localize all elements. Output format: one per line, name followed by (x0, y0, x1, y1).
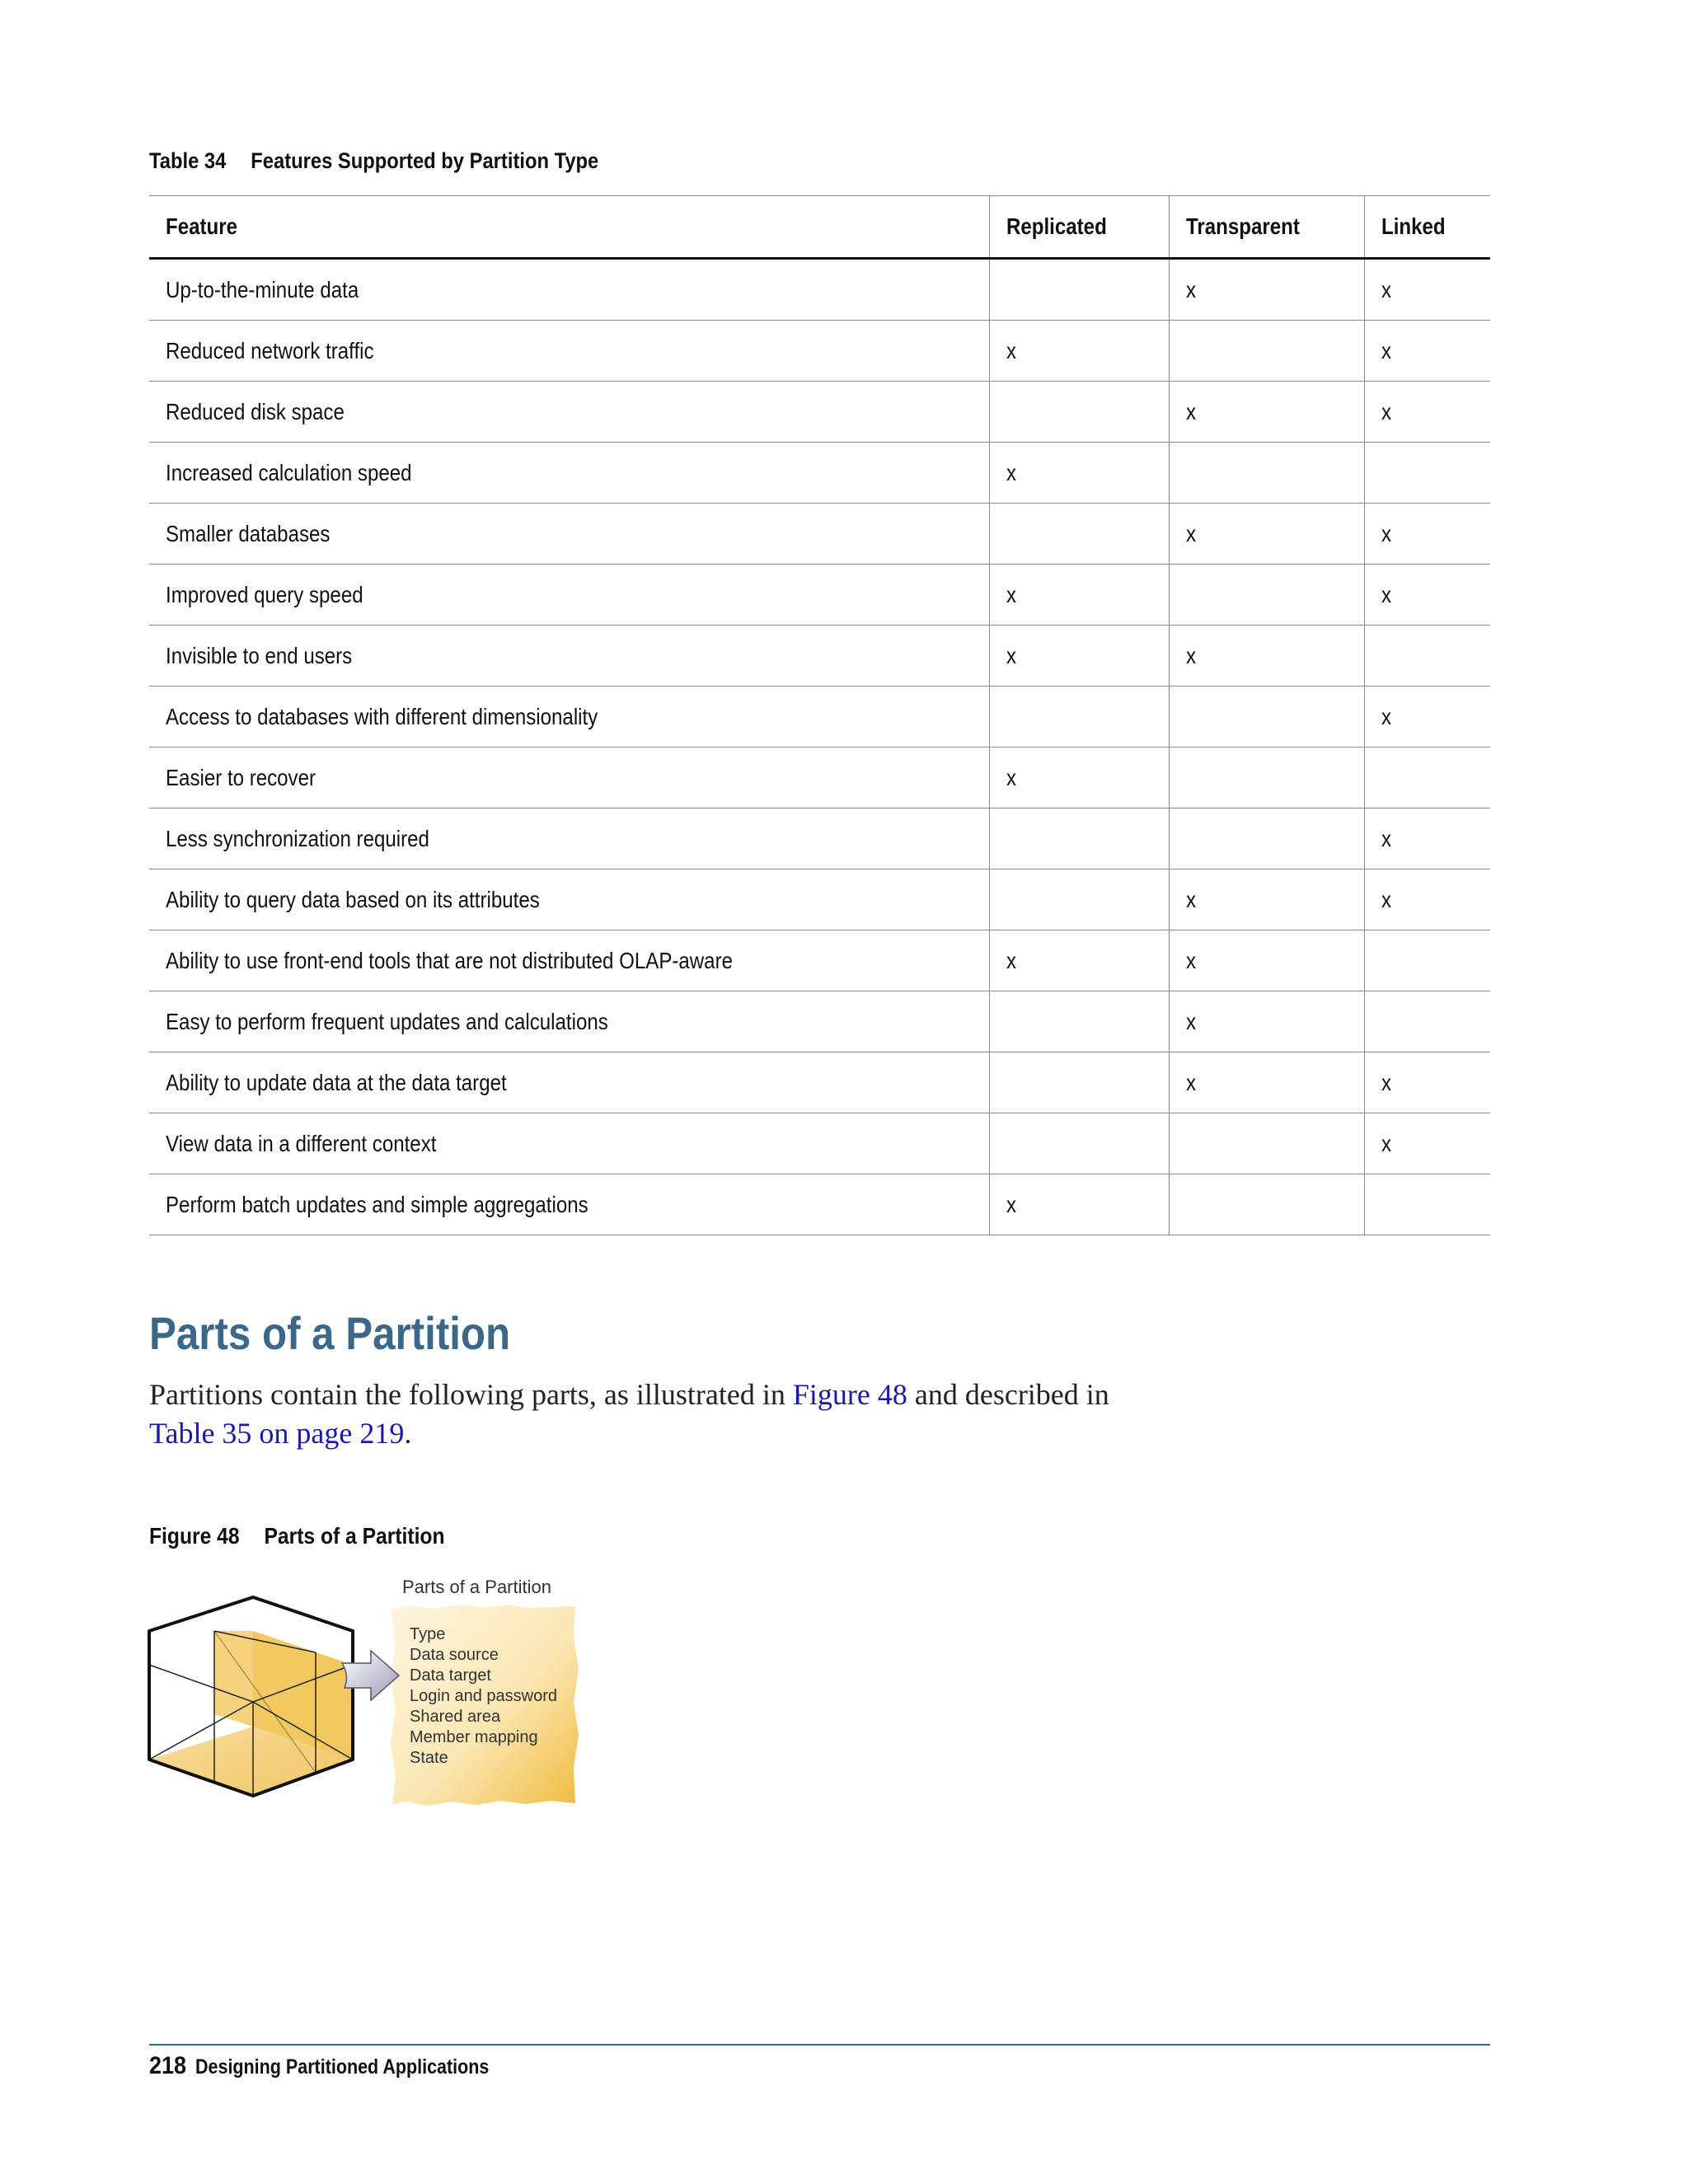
table-caption-label: Table 34 (149, 148, 227, 173)
table-35-link-text[interactable]: Table 35 on page 219 (149, 1417, 405, 1450)
header-transparent: Transparent (1169, 196, 1364, 259)
header-feature: Feature (149, 196, 989, 259)
table-row (149, 504, 1490, 565)
figure-caption-label: Figure 48 (149, 1523, 240, 1549)
cell-linked (1364, 443, 1490, 504)
cell-feature: Ability to update data at the data target (149, 1052, 989, 1113)
cell-feature: Perform batch updates and simple aggregations (149, 1174, 989, 1235)
cell-transparent: x (1169, 259, 1364, 321)
cell-transparent: x (1169, 504, 1364, 565)
cell-feature: Smaller databases (149, 504, 989, 565)
cell-transparent: x (1169, 869, 1364, 930)
cell-linked: x (1364, 321, 1490, 382)
cell-replicated (989, 504, 1169, 565)
cell-replicated (989, 259, 1169, 321)
cell-linked (1364, 930, 1490, 991)
cell-feature: View data in a different context (149, 1113, 989, 1174)
cell-linked: x (1364, 565, 1490, 626)
cell-transparent (1169, 687, 1364, 748)
cell-replicated (989, 382, 1169, 443)
parts-list-item: Login and password (410, 1687, 558, 1705)
cell-replicated: x (989, 1174, 1169, 1235)
table-35-link[interactable] (149, 1417, 404, 1450)
table-row (149, 748, 1490, 808)
table-body (149, 259, 1490, 1235)
figure-caption (149, 1523, 445, 1549)
cell-replicated (989, 1052, 1169, 1113)
cell-transparent (1169, 808, 1364, 869)
cell-feature: Less synchronization required (149, 808, 989, 869)
cell-linked (1364, 626, 1490, 687)
parts-list (410, 1624, 557, 1769)
table-row (149, 259, 1490, 321)
table-row (149, 565, 1490, 626)
cell-feature: Easy to perform frequent updates and calculations (149, 991, 989, 1052)
cell-transparent (1169, 1174, 1364, 1235)
cell-replicated: x (989, 626, 1169, 687)
cell-replicated (989, 1113, 1169, 1174)
cell-linked: x (1364, 382, 1490, 443)
cell-feature: Ability to query data based on its attributes (149, 869, 989, 930)
parts-list-item: Data source (410, 1646, 499, 1664)
footer-rule (149, 2044, 1490, 2046)
cell-replicated: x (989, 930, 1169, 991)
table-row (149, 687, 1490, 748)
table-row (149, 1052, 1490, 1113)
cell-transparent (1169, 748, 1364, 808)
header-replicated: Replicated (989, 196, 1169, 259)
cell-linked: x (1364, 259, 1490, 321)
table-row (149, 930, 1490, 991)
cell-linked: x (1364, 687, 1490, 748)
table-caption (149, 148, 598, 174)
table-header-row (149, 196, 1490, 259)
parts-list-item: Data target (410, 1666, 491, 1685)
table-row (149, 382, 1490, 443)
figure-caption-title: Parts of a Partition (264, 1523, 445, 1549)
table-row (149, 1174, 1490, 1235)
cell-linked (1364, 1174, 1490, 1235)
cell-replicated (989, 991, 1169, 1052)
cell-replicated (989, 869, 1169, 930)
cell-feature: Ability to use front-end tools that are not distributed OLAP-aware (149, 930, 989, 991)
table-row (149, 991, 1490, 1052)
cell-replicated (989, 687, 1169, 748)
table-row (149, 869, 1490, 930)
cell-feature: Invisible to end users (149, 626, 989, 687)
cell-transparent (1169, 1113, 1364, 1174)
table-row (149, 443, 1490, 504)
cell-transparent (1169, 321, 1364, 382)
cell-feature: Access to databases with different dimensionality (149, 687, 989, 748)
table-row (149, 626, 1490, 687)
cell-replicated: x (989, 748, 1169, 808)
figure-48-link[interactable]: Figure 48 (792, 1378, 907, 1411)
cell-transparent: x (1169, 930, 1364, 991)
cell-feature: Reduced network traffic (149, 321, 989, 382)
cell-transparent (1169, 565, 1364, 626)
parts-list-item: Member mapping (410, 1728, 538, 1746)
cell-feature: Easier to recover (149, 748, 989, 808)
body-text-mid: and described in (907, 1378, 1109, 1411)
diagram-title: Parts of a Partition (402, 1577, 551, 1597)
section-body-paragraph (149, 1376, 1386, 1453)
cell-transparent: x (1169, 991, 1364, 1052)
cell-linked: x (1364, 504, 1490, 565)
body-text-pre: Partitions contain the following parts, as illustrated in (149, 1378, 793, 1411)
parts-list-item: Shared area (410, 1708, 501, 1726)
chapter-title: Designing Partitioned Applications (195, 2055, 490, 2079)
parts-list-item: Type (410, 1625, 446, 1643)
features-table-container (149, 195, 1490, 1235)
table-row (149, 808, 1490, 869)
table-row (149, 1113, 1490, 1174)
cell-replicated: x (989, 443, 1169, 504)
cube-icon (149, 1597, 353, 1796)
cell-linked (1364, 748, 1490, 808)
cell-feature: Reduced disk space (149, 382, 989, 443)
cell-feature: Increased calculation speed (149, 443, 989, 504)
cell-linked: x (1364, 1113, 1490, 1174)
page-footer (149, 2052, 537, 2080)
cell-linked: x (1364, 808, 1490, 869)
cell-feature: Up-to-the-minute data (149, 259, 989, 321)
table-row (149, 321, 1490, 382)
cell-replicated (989, 808, 1169, 869)
cell-transparent: x (1169, 382, 1364, 443)
cell-linked: x (1364, 1052, 1490, 1113)
cell-feature: Improved query speed (149, 565, 989, 626)
cell-replicated: x (989, 321, 1169, 382)
cell-linked: x (1364, 869, 1490, 930)
cell-linked (1364, 991, 1490, 1052)
parts-list-item: State (410, 1749, 448, 1767)
cell-transparent: x (1169, 1052, 1364, 1113)
body-text-post: . (404, 1417, 412, 1450)
cell-transparent: x (1169, 626, 1364, 687)
cell-transparent (1169, 443, 1364, 504)
cell-replicated: x (989, 565, 1169, 626)
header-linked: Linked (1364, 196, 1490, 259)
table-caption-title: Features Supported by Partition Type (251, 148, 599, 173)
partition-diagram (147, 1570, 592, 1809)
page-number: 218 (149, 2052, 187, 2079)
section-heading: Parts of a Partition (149, 1307, 511, 1359)
features-table (149, 195, 1490, 1235)
